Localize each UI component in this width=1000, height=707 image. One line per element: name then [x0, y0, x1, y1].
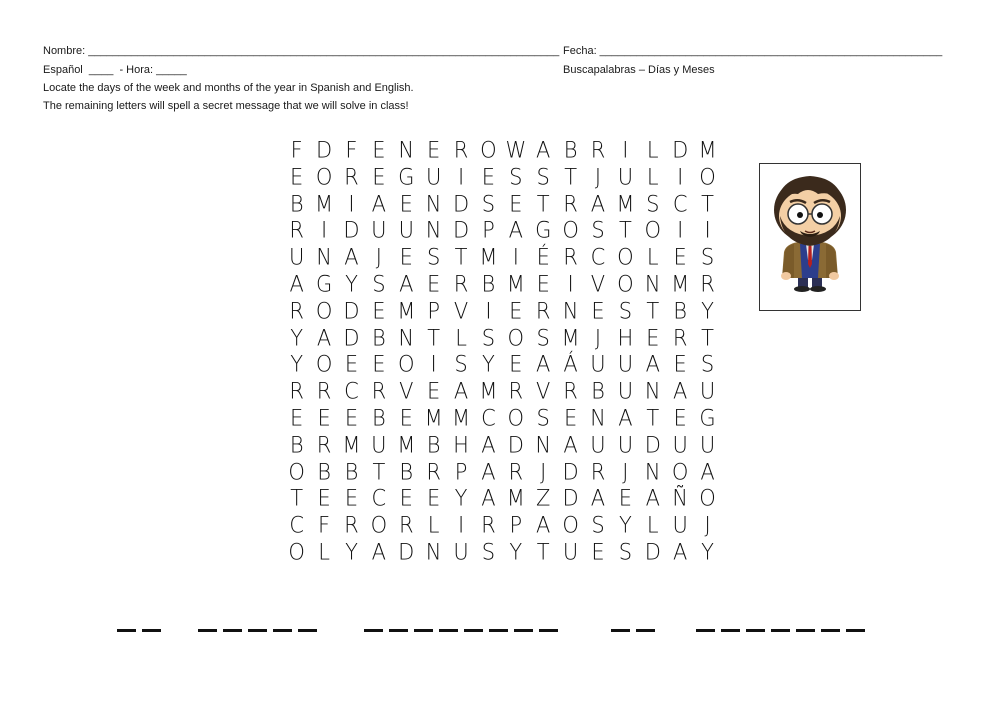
letter-cell[interactable]: Y [345, 539, 358, 565]
letter-blank[interactable] [439, 629, 458, 632]
letter-cell[interactable]: M [479, 244, 498, 270]
letter-cell[interactable]: N [562, 298, 579, 324]
bearded-teacher-cartoon-icon [760, 164, 860, 310]
letter-cell[interactable]: Ñ [672, 485, 689, 511]
letter-cell[interactable]: D [343, 298, 360, 324]
letter-cell[interactable]: A [481, 485, 496, 511]
letter-cell[interactable]: A [536, 512, 551, 538]
letter-blank[interactable] [611, 629, 630, 632]
letter-blank[interactable] [846, 629, 865, 632]
letter-cell[interactable]: Á [563, 351, 578, 377]
letter-blank[interactable] [117, 629, 136, 632]
letter-cell[interactable]: E [290, 405, 304, 431]
letter-cell[interactable]: A [672, 378, 688, 404]
letter-cell[interactable]: R [700, 271, 715, 297]
letter-cell[interactable]: B [673, 298, 688, 324]
letter-cell[interactable]: A [371, 190, 387, 217]
letter-cell[interactable]: T [536, 190, 550, 217]
letter-cell[interactable]: U [699, 432, 716, 458]
letter-cell[interactable]: E [509, 351, 523, 377]
instruction-2: The remaining letters will spell a secret message that we will solve in class! [43, 100, 409, 112]
letter-cell[interactable]: S [481, 539, 496, 565]
letter-cell[interactable]: A [399, 271, 414, 297]
letter-cell[interactable]: R [426, 458, 441, 485]
letter-cell[interactable]: C [289, 512, 305, 538]
letter-blank[interactable] [389, 629, 408, 632]
letter-cell[interactable]: Y [482, 351, 495, 377]
letter-cell[interactable]: T [701, 190, 714, 217]
letter-cell[interactable]: L [646, 244, 659, 270]
letter-cell[interactable]: M [397, 298, 416, 324]
letter-cell[interactable]: J [540, 458, 547, 485]
letter-blank[interactable] [273, 629, 292, 632]
letter-cell[interactable]: B [399, 458, 414, 485]
letter-cell[interactable]: V [399, 378, 414, 404]
word-search-grid [283, 137, 721, 566]
letter-blank[interactable] [414, 629, 433, 632]
letter-cell[interactable]: R [563, 190, 578, 217]
letter-cell[interactable]: M [479, 378, 498, 404]
letter-cell[interactable]: A [672, 539, 688, 565]
letter-cell[interactable]: R [590, 458, 606, 485]
letter-cell[interactable]: O [315, 351, 333, 377]
letter-cell[interactable]: U [672, 512, 688, 538]
letter-cell[interactable]: T [564, 164, 578, 190]
letter-cell[interactable]: U [453, 539, 469, 565]
letter-cell[interactable]: G [315, 271, 333, 297]
letter-cell[interactable]: R [289, 217, 304, 243]
letter-cell[interactable]: L [427, 512, 440, 538]
letter-cell[interactable]: S [372, 271, 386, 297]
letter-cell[interactable]: E [509, 190, 523, 217]
letter-cell[interactable]: B [371, 405, 386, 431]
letter-cell[interactable]: J [594, 324, 602, 351]
letter-cell[interactable]: R [535, 298, 551, 324]
letter-cell[interactable]: E [673, 405, 687, 431]
espanol-hora-line[interactable]: Español ____ - Hora: _____ [43, 64, 187, 76]
letter-cell[interactable]: R [453, 137, 469, 163]
letter-cell[interactable]: E [591, 539, 605, 565]
letter-cell[interactable]: A [700, 458, 715, 485]
letter-cell[interactable]: S [646, 190, 660, 217]
letter-cell[interactable]: A [645, 485, 660, 511]
letter-cell[interactable]: C [590, 244, 606, 270]
letter-cell[interactable]: L [455, 324, 467, 351]
letter-cell[interactable]: R [371, 378, 387, 404]
letter-cell[interactable]: S [591, 512, 605, 538]
letter-cell[interactable]: U [617, 378, 634, 404]
letter-cell[interactable]: S [426, 244, 441, 270]
letter-cell[interactable]: R [563, 378, 578, 404]
letter-cell[interactable]: N [425, 539, 442, 565]
letter-cell[interactable]: T [701, 324, 714, 351]
letter-cell[interactable]: O [397, 351, 415, 377]
letter-cell[interactable]: E [372, 298, 386, 324]
letter-cell[interactable]: A [453, 378, 469, 404]
letter-cell[interactable]: D [398, 539, 415, 565]
letter-cell[interactable]: R [590, 137, 606, 163]
letter-cell[interactable]: M [506, 271, 525, 297]
letter-blank[interactable] [636, 629, 655, 632]
letter-cell[interactable]: E [427, 271, 441, 297]
letter-blank[interactable] [489, 629, 508, 632]
letter-cell[interactable]: U [371, 432, 387, 458]
letter-cell[interactable]: M [315, 190, 334, 217]
letter-cell[interactable]: M [451, 405, 471, 431]
letter-cell[interactable]: R [316, 378, 332, 404]
letter-cell[interactable]: M [616, 190, 635, 217]
letter-cell[interactable]: R [289, 378, 304, 404]
letter-blank[interactable] [464, 629, 483, 632]
letter-cell[interactable]: F [290, 137, 303, 163]
letter-cell[interactable]: D [672, 137, 689, 163]
letter-cell[interactable]: B [289, 190, 304, 217]
letter-cell[interactable]: E [427, 378, 441, 404]
letter-cell[interactable]: E [344, 351, 359, 377]
letter-cell[interactable]: O [480, 137, 497, 163]
letter-cell[interactable]: O [671, 458, 689, 485]
letter-cell[interactable]: Y [345, 271, 358, 297]
letter-cell[interactable]: Y [701, 298, 714, 324]
letter-cell[interactable]: A [316, 324, 332, 351]
worksheet-title: Buscapalabras – Días y Meses [563, 64, 715, 76]
letter-cell[interactable]: M [671, 271, 690, 297]
letter-cell[interactable]: E [427, 485, 441, 511]
letter-cell[interactable]: U [617, 432, 634, 458]
instruction-1: Locate the days of the week and months of the year in Spanish and English. [43, 82, 414, 94]
letter-cell[interactable]: R [563, 244, 578, 270]
letter-cell[interactable]: E [618, 485, 633, 511]
letter-cell[interactable]: B [317, 458, 331, 485]
letter-cell[interactable]: B [426, 432, 441, 458]
letter-cell[interactable]: R [344, 512, 359, 538]
letter-cell[interactable]: F [345, 137, 358, 163]
letter-cell[interactable]: T [536, 539, 550, 565]
letter-cell[interactable]: U [562, 539, 579, 565]
letter-cell[interactable]: E [427, 137, 441, 163]
letter-cell[interactable]: I [512, 244, 519, 270]
letter-cell[interactable]: P [482, 217, 495, 243]
letter-cell[interactable]: E [591, 298, 605, 324]
letter-cell[interactable]: O [617, 244, 634, 270]
letter-cell[interactable]: D [562, 485, 579, 511]
letter-cell[interactable]: É [536, 244, 550, 270]
letter-cell[interactable]: R [453, 271, 469, 297]
letter-cell[interactable]: B [344, 458, 359, 485]
letter-cell[interactable]: F [318, 512, 331, 538]
letter-cell[interactable]: I [704, 217, 711, 243]
letter-cell[interactable]: E [344, 485, 359, 511]
letter-cell[interactable]: E [317, 405, 331, 431]
letter-cell[interactable]: D [343, 217, 360, 243]
letter-cell[interactable]: O [699, 164, 716, 190]
letter-cell[interactable]: M [397, 432, 416, 458]
letter-cell[interactable]: C [371, 485, 387, 511]
letter-cell[interactable]: O [562, 217, 579, 243]
letter-cell[interactable]: D [343, 324, 360, 351]
letter-cell[interactable]: O [507, 405, 525, 431]
letter-cell[interactable]: S [454, 351, 468, 377]
letter-blank[interactable] [364, 629, 383, 632]
letter-cell[interactable]: B [289, 432, 304, 458]
letter-blank[interactable] [142, 629, 161, 632]
letter-blank[interactable] [796, 629, 815, 632]
letter-cell[interactable]: L [646, 164, 659, 190]
letter-cell[interactable]: S [618, 298, 633, 324]
letter-cell[interactable]: U [590, 432, 606, 458]
letter-cell[interactable]: E [536, 271, 550, 297]
letter-cell[interactable]: D [452, 217, 470, 243]
letter-cell[interactable]: I [622, 137, 629, 163]
letter-cell[interactable]: A [289, 271, 304, 297]
letter-cell[interactable]: P [509, 512, 523, 538]
letter-cell[interactable]: T [290, 485, 304, 511]
letter-cell[interactable]: M [698, 137, 717, 163]
letter-cell[interactable]: S [700, 244, 715, 270]
letter-cell[interactable]: N [425, 217, 442, 243]
letter-cell[interactable]: A [563, 432, 578, 458]
letter-cell[interactable]: D [452, 190, 470, 217]
letter-cell[interactable]: L [318, 539, 330, 565]
nombre-line[interactable]: Nombre: _____________________________________________________________________________ [43, 45, 560, 57]
letter-cell[interactable]: W [505, 137, 527, 163]
letter-cell[interactable]: B [371, 324, 386, 351]
fecha-line[interactable]: Fecha: ________________________________________________________ [563, 45, 943, 57]
letter-cell[interactable]: B [481, 271, 496, 297]
letter-cell[interactable]: L [646, 512, 659, 538]
letter-cell[interactable]: N [398, 137, 415, 163]
letter-cell[interactable]: O [644, 217, 662, 243]
letter-cell[interactable]: C [344, 378, 359, 404]
letter-cell[interactable]: A [590, 485, 606, 511]
letter-cell[interactable]: B [591, 378, 605, 404]
letter-blank[interactable] [746, 629, 765, 632]
letter-cell[interactable]: I [457, 164, 465, 190]
letter-cell[interactable]: I [485, 298, 492, 324]
letter-cell[interactable]: D [507, 432, 524, 458]
letter-cell[interactable]: C [672, 190, 688, 217]
letter-cell[interactable]: A [508, 217, 523, 243]
letter-cell[interactable]: E [481, 164, 496, 190]
letter-cell[interactable]: E [673, 351, 687, 377]
letter-cell[interactable]: O [315, 298, 333, 324]
letter-cell[interactable]: O [370, 512, 388, 538]
letter-blank[interactable] [721, 629, 740, 632]
letter-cell[interactable]: V [590, 271, 606, 297]
letter-cell[interactable]: U [425, 164, 442, 190]
letter-cell[interactable]: U [617, 351, 634, 377]
letter-cell[interactable]: E [372, 351, 386, 377]
letter-cell[interactable]: Y [290, 351, 304, 377]
letter-cell[interactable]: O [699, 485, 716, 511]
letter-cell[interactable]: Y [290, 324, 304, 351]
letter-cell[interactable]: J [594, 164, 602, 190]
letter-cell[interactable]: S [700, 351, 715, 377]
letter-blank[interactable] [298, 629, 317, 632]
letter-cell[interactable]: R [316, 432, 332, 458]
letter-cell[interactable]: A [371, 539, 387, 565]
letter-cell[interactable]: P [454, 458, 468, 485]
letter-cell[interactable]: R [481, 512, 496, 538]
letter-cell[interactable]: A [344, 244, 359, 270]
letter-cell[interactable]: R [672, 324, 688, 351]
letter-cell[interactable]: S [618, 539, 633, 565]
letter-cell[interactable]: C [481, 405, 496, 431]
letter-cell[interactable]: Y [509, 539, 523, 565]
letter-cell[interactable]: V [453, 298, 469, 324]
letter-cell[interactable]: E [509, 298, 523, 324]
letter-cell[interactable]: I [677, 217, 684, 243]
teacher-portrait [759, 163, 861, 311]
letter-cell[interactable]: I [320, 217, 328, 243]
letter-cell[interactable]: O [562, 512, 579, 538]
letter-cell[interactable]: E [399, 405, 413, 431]
letter-cell[interactable]: G [398, 164, 415, 190]
letter-cell[interactable]: N [590, 405, 606, 431]
letter-blank[interactable] [514, 629, 533, 632]
secret-word-blank[interactable] [198, 615, 317, 632]
letter-cell[interactable]: A [481, 458, 496, 485]
letter-cell[interactable]: E [372, 164, 386, 190]
letter-cell[interactable]: O [315, 164, 333, 190]
letter-cell[interactable]: R [398, 512, 414, 538]
letter-cell[interactable]: D [316, 137, 333, 163]
letter-cell[interactable]: B [563, 137, 578, 163]
letter-cell[interactable]: S [509, 164, 523, 190]
letter-cell[interactable]: E [673, 244, 687, 270]
letter-cell[interactable]: P [427, 298, 440, 324]
letter-cell[interactable]: D [562, 458, 579, 485]
letter-blank[interactable] [696, 629, 715, 632]
letter-blank[interactable] [771, 629, 790, 632]
letter-cell[interactable]: Y [701, 539, 714, 565]
letter-cell[interactable]: O [507, 324, 525, 351]
letter-blank[interactable] [198, 629, 217, 632]
letter-cell[interactable]: N [535, 432, 552, 458]
letter-cell[interactable]: I [567, 271, 574, 297]
letter-blank[interactable] [821, 629, 840, 632]
letter-cell[interactable]: I [430, 351, 437, 377]
letter-cell[interactable]: G [699, 405, 716, 431]
letter-cell[interactable]: A [590, 190, 606, 217]
letter-cell[interactable]: R [289, 298, 304, 324]
letter-cell[interactable]: J [704, 512, 711, 538]
letter-cell[interactable]: M [342, 432, 361, 458]
letter-cell[interactable]: R [508, 378, 524, 404]
letter-cell[interactable]: U [672, 432, 688, 458]
letter-cell[interactable]: I [677, 164, 684, 190]
letter-cell[interactable]: U [398, 217, 414, 243]
letter-cell[interactable]: U [699, 378, 716, 404]
secret-word-blank[interactable] [117, 615, 161, 632]
secret-word-blank[interactable] [364, 615, 558, 632]
letter-cell[interactable]: H [617, 324, 634, 351]
letter-cell[interactable]: N [644, 378, 661, 404]
letter-cell[interactable]: A [618, 405, 633, 431]
letter-cell[interactable]: H [453, 432, 469, 458]
secret-word-blank[interactable] [611, 615, 655, 632]
letter-cell[interactable]: N [644, 271, 661, 297]
letter-cell[interactable]: E [290, 164, 304, 190]
letter-cell[interactable]: O [288, 458, 305, 485]
letter-cell[interactable]: D [644, 539, 661, 565]
letter-cell[interactable]: E [317, 485, 331, 511]
letter-cell[interactable]: T [454, 244, 468, 270]
letter-cell[interactable]: E [372, 137, 386, 163]
letter-cell[interactable]: Y [454, 485, 468, 511]
letter-cell[interactable]: E [646, 324, 660, 351]
letter-cell[interactable]: T [427, 324, 441, 351]
letter-cell[interactable]: O [617, 271, 634, 297]
letter-cell[interactable]: S [481, 324, 496, 351]
letter-cell[interactable]: A [536, 137, 551, 163]
letter-cell[interactable]: Z [536, 485, 551, 511]
letter-cell[interactable]: E [399, 485, 413, 511]
letter-cell[interactable]: E [399, 190, 413, 217]
letter-cell[interactable]: M [506, 485, 525, 511]
letter-cell[interactable]: R [344, 164, 359, 190]
letter-cell[interactable]: D [644, 432, 661, 458]
letter-cell[interactable]: M [424, 405, 443, 431]
letter-blank[interactable] [539, 629, 558, 632]
letter-cell[interactable]: A [645, 351, 660, 377]
letter-cell[interactable]: E [563, 405, 578, 431]
letter-cell[interactable]: A [536, 351, 551, 377]
letter-cell[interactable]: T [646, 298, 660, 324]
letter-cell[interactable]: R [508, 458, 524, 485]
letter-cell[interactable]: T [372, 458, 386, 485]
letter-cell[interactable]: E [399, 244, 413, 270]
letter-cell[interactable]: S [536, 405, 550, 431]
letter-cell[interactable]: G [535, 217, 552, 243]
letter-cell[interactable]: T [646, 405, 660, 431]
letter-cell[interactable]: E [344, 405, 359, 431]
letter-cell[interactable]: N [425, 190, 442, 217]
letter-cell[interactable]: J [622, 458, 629, 485]
letter-cell[interactable]: U [590, 351, 606, 377]
secret-word-blank[interactable] [696, 615, 865, 632]
letter-cell[interactable]: L [646, 137, 659, 163]
letter-cell[interactable]: O [288, 539, 305, 565]
letter-cell[interactable]: S [536, 164, 550, 190]
letter-cell[interactable]: U [617, 164, 634, 190]
letter-cell[interactable]: Y [618, 512, 632, 538]
letter-cell[interactable]: U [371, 217, 387, 243]
letter-blank[interactable] [223, 629, 242, 632]
letter-cell[interactable]: J [375, 244, 382, 270]
letter-cell[interactable]: S [591, 217, 605, 243]
letter-cell[interactable]: I [348, 190, 355, 217]
letter-cell[interactable]: N [316, 244, 332, 270]
letter-cell[interactable]: S [481, 190, 496, 217]
letter-cell[interactable]: T [618, 217, 632, 243]
letter-blank[interactable] [248, 629, 267, 632]
secret-message-blanks[interactable] [0, 615, 1000, 645]
letter-cell[interactable]: N [644, 458, 661, 485]
letter-cell[interactable]: U [289, 244, 305, 270]
letter-cell[interactable]: S [536, 324, 550, 351]
letter-cell[interactable]: N [398, 324, 415, 351]
letter-cell[interactable]: A [481, 432, 496, 458]
letter-cell[interactable]: M [561, 324, 580, 351]
letter-cell[interactable]: I [457, 512, 465, 538]
letter-cell[interactable]: V [536, 378, 551, 404]
